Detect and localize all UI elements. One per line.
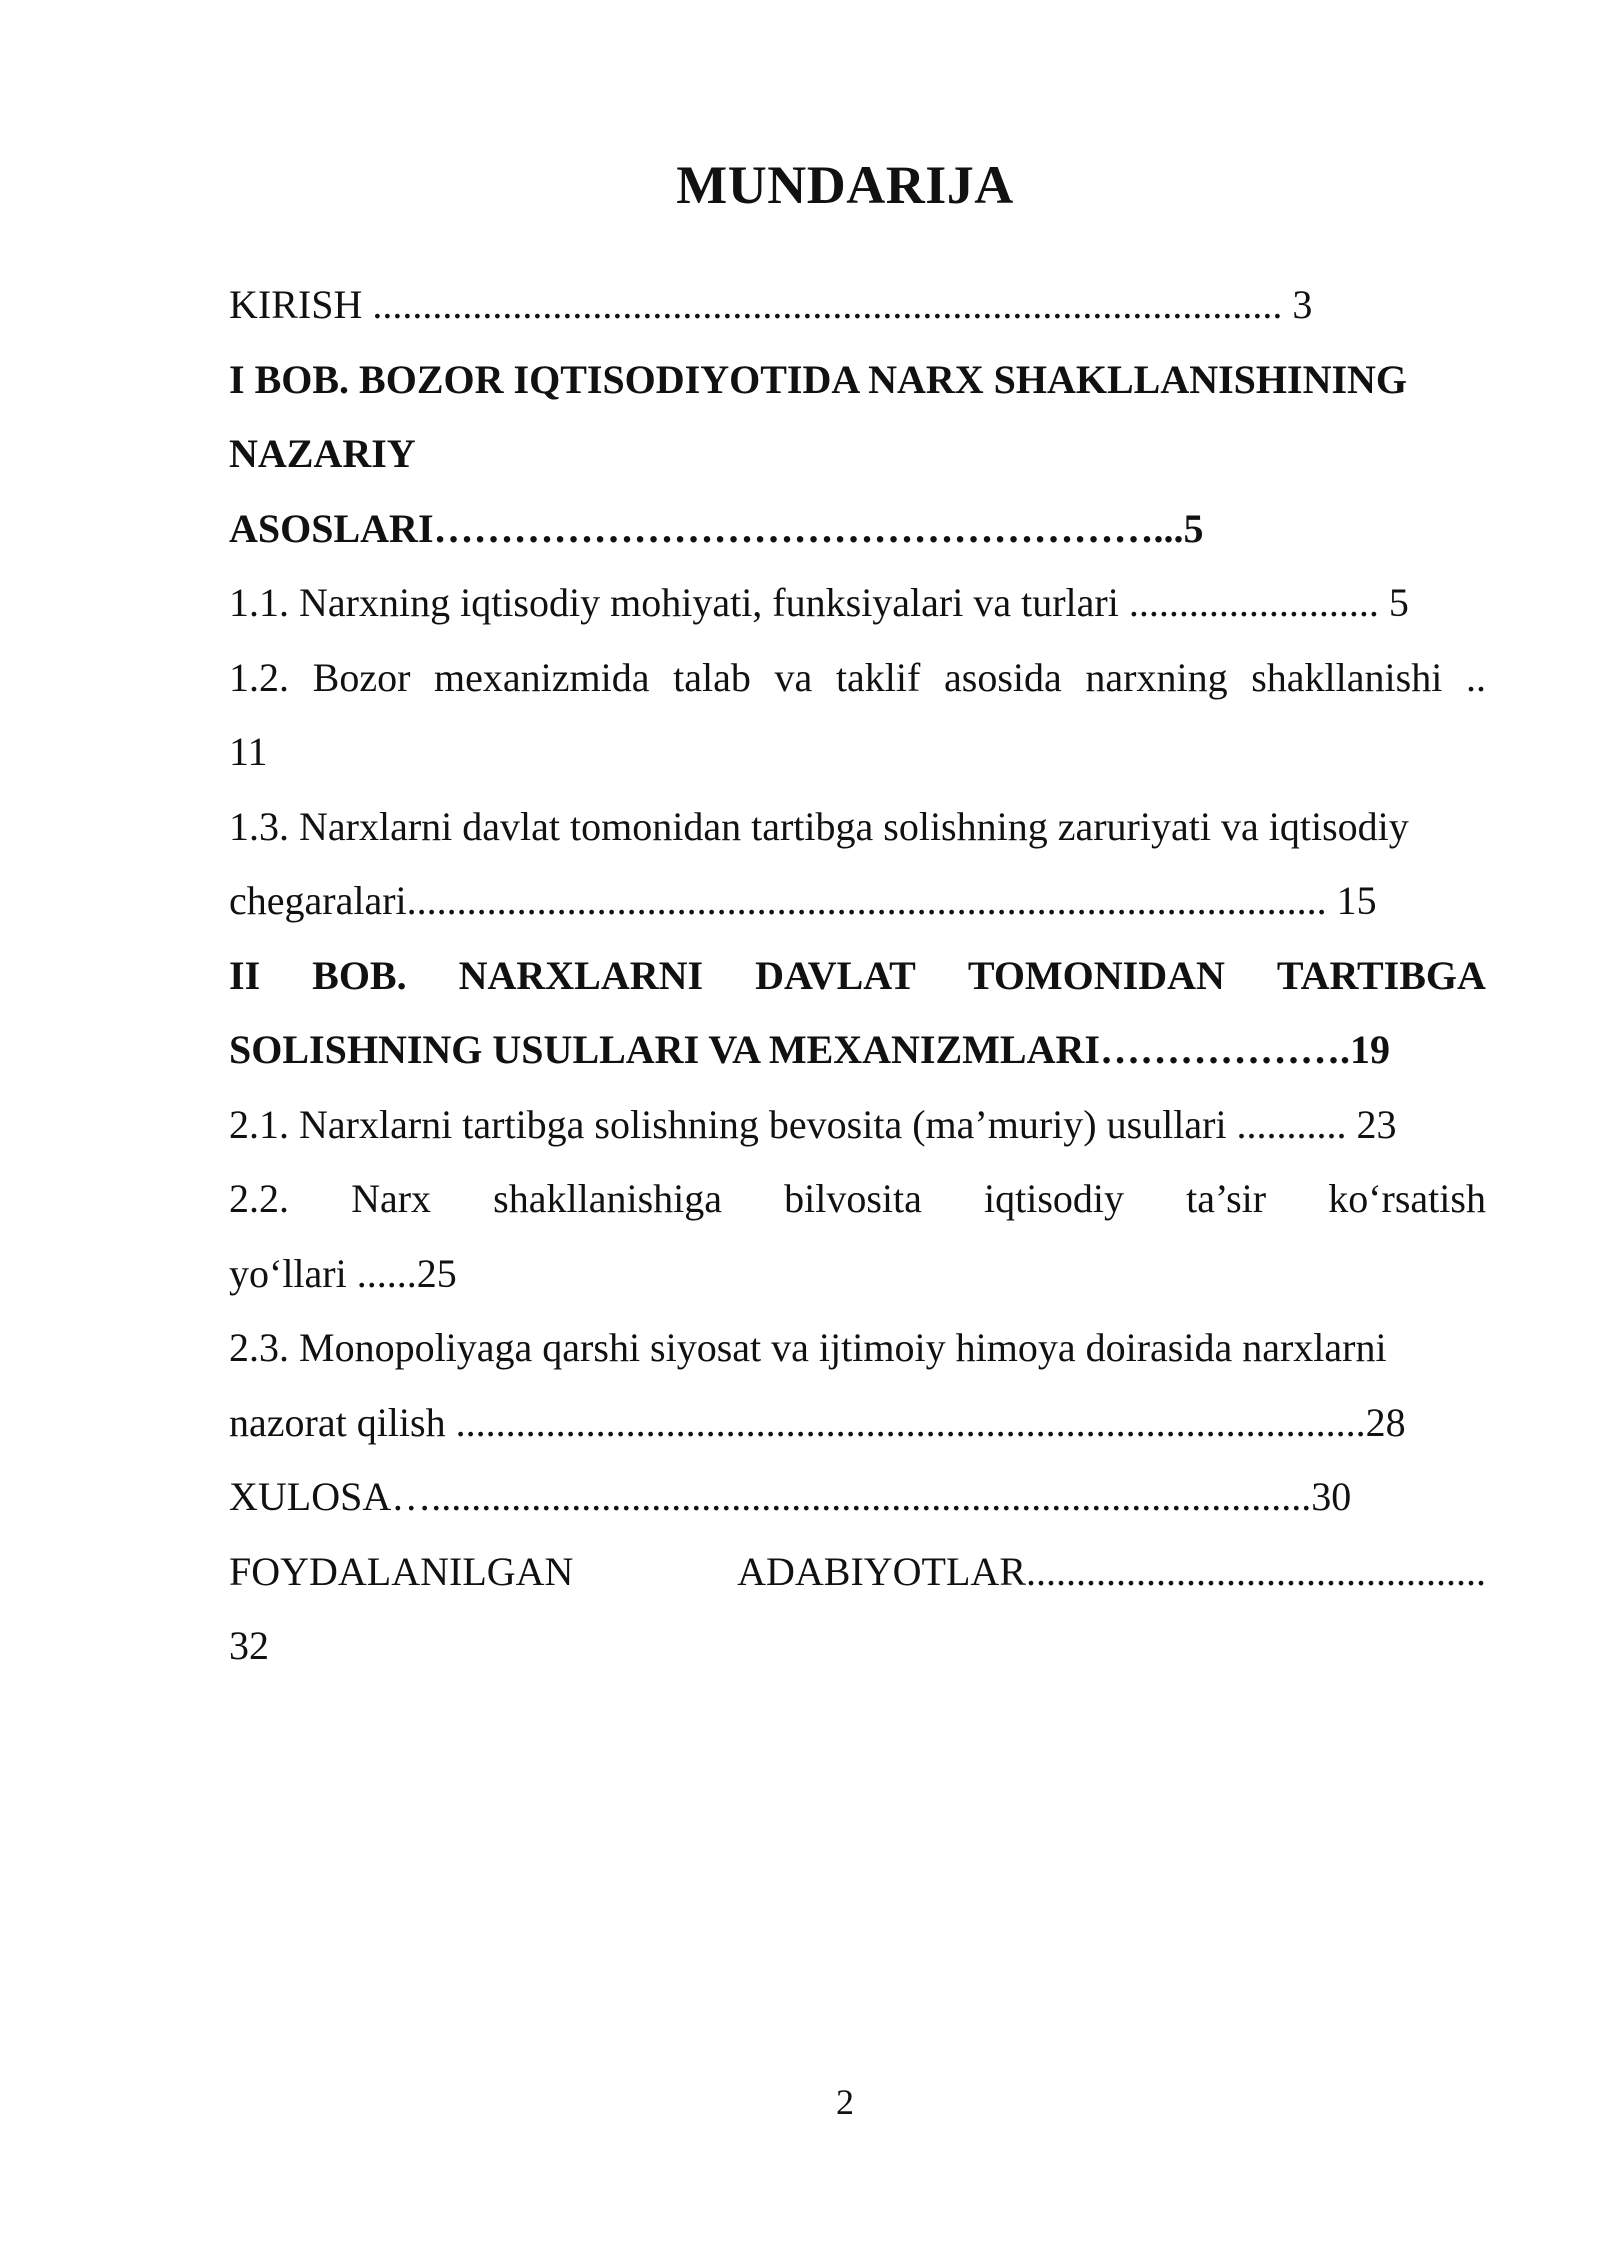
toc-word: 1.2.: [229, 654, 289, 700]
toc-word: FOYDALANILGAN: [229, 1548, 574, 1594]
toc-word: narxning: [1085, 654, 1228, 700]
toc-word: ADABIYOTLAR..............................................: [737, 1548, 1486, 1594]
toc-entry-1-3-line-2: chegaralari............................................................................................ 15: [229, 878, 1377, 923]
toc-word: va: [774, 654, 813, 700]
toc-word: iqtisodiy: [983, 1176, 1125, 1221]
toc-entry-xulosa: XULOSA…........................................................................................30: [229, 1474, 1352, 1519]
toc-chapter-1-line-2: NAZARIY: [229, 431, 416, 476]
toc-chapter-1-line-3: ASOSLARI………………………………………………...5: [229, 505, 1204, 551]
toc-word: taklif: [835, 654, 921, 700]
toc-word: talab: [673, 654, 751, 700]
toc-word: mexanizmida: [434, 654, 650, 700]
toc-word: Narx: [351, 1176, 432, 1221]
toc-chapter-1-line-1: I BOB. BOZOR IQTISODIYOTIDA NARX SHAKLLANISHINING: [229, 356, 1408, 402]
toc-word: ..: [1465, 654, 1486, 700]
toc-entry-foydalanilgan-page: 32: [229, 1623, 269, 1668]
toc-entry-1-2-page: 11: [229, 729, 268, 774]
toc-entry-1-1: 1.1. Narxning iqtisodiy mohiyati, funksiyalari va turlari ......................... 5: [229, 580, 1409, 625]
toc-word: TARTIBGA: [1276, 952, 1486, 998]
toc-word: ko‘rsatish: [1328, 1176, 1486, 1221]
toc-word: asosida: [944, 654, 1062, 700]
toc-word: 2.2.: [229, 1176, 289, 1221]
toc-entry-foydalanilgan-line-1: [229, 1535, 1486, 1610]
toc-word: TOMONIDAN: [967, 952, 1225, 998]
toc-word: II: [229, 952, 261, 998]
toc-entry-2-3-line-1: 2.3. Monopoliyaga qarshi siyosat va ijtimoiy himoya doirasida narxlarni: [229, 1325, 1387, 1370]
toc-word: shakllanishiga: [493, 1176, 723, 1221]
toc-entry-1-2-line-1: [229, 641, 1486, 716]
toc-word: NARXLARNI: [458, 952, 704, 998]
page-title: MUNDARIJA: [676, 155, 1014, 215]
toc-entry-kirish: KIRISH ........................................................................................... 3: [229, 282, 1313, 327]
toc-entry-2-1: 2.1. Narxlarni tartibga solishning bevosita (ma’muriy) usullari ........... 23: [229, 1101, 1397, 1147]
toc-entry-2-2-line-1: [229, 1162, 1486, 1237]
table-of-contents: [229, 268, 1486, 1684]
toc-word: DAVLAT: [755, 952, 916, 998]
toc-entry-1-3-line-1: 1.3. Narxlarni davlat tomonidan tartibga solishning zaruriyati va iqtisodiy: [229, 803, 1409, 849]
toc-entry-2-3-line-2: nazorat qilish ...........................................................................................28: [229, 1399, 1406, 1445]
toc-word: shakllanishi: [1251, 654, 1443, 700]
toc-entry-2-2-line-2: yo‘llari ......25: [229, 1250, 457, 1296]
toc-word: Bozor: [312, 654, 411, 700]
toc-word: ta’sir: [1186, 1176, 1267, 1221]
toc-chapter-2-line-1: [229, 939, 1486, 1014]
toc-word: bilvosita: [784, 1176, 922, 1221]
toc-word: BOB.: [312, 952, 407, 998]
page-number: 2: [836, 2082, 854, 2122]
toc-chapter-2-line-2: SOLISHNING USULLARI VA MEXANIZMLARI……………….19: [229, 1027, 1390, 1072]
